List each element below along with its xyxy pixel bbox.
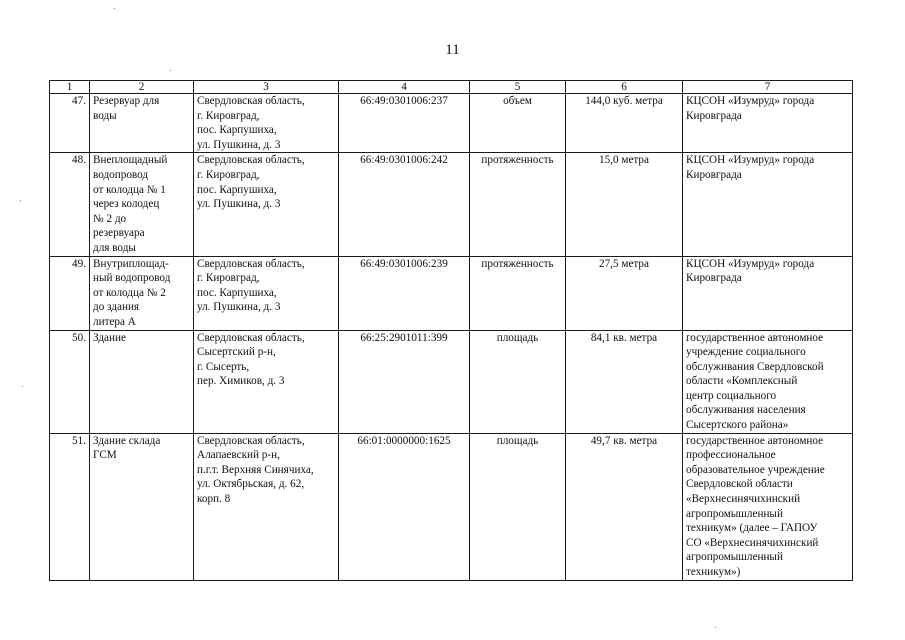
column-number: 4 <box>339 81 470 94</box>
rightholder-cell-line: КЦСОН «Изумруд» города <box>686 257 815 270</box>
object-name-cell-line: Резервуар для <box>93 95 160 107</box>
page-number: 11 <box>445 42 460 58</box>
column-number: 2 <box>90 81 194 94</box>
row-number-cell: 49. <box>50 256 90 330</box>
parameter-cell: объем <box>470 94 566 153</box>
address-cell <box>194 256 339 330</box>
rightholder-cell-line: Кировграда <box>686 168 742 181</box>
scan-speck <box>20 200 21 201</box>
rightholder-cell-line: обслуживания населения <box>686 404 806 417</box>
address-cell-line: г. Сысерть, <box>197 360 250 373</box>
rightholder-cell-line: Сысертского района» <box>686 419 789 432</box>
parameter-value-cell: 15,0 метра <box>566 153 683 256</box>
address-cell-line: Свердловская область, <box>197 257 305 270</box>
rightholder-cell-line: обслуживания Свердловской <box>686 360 824 373</box>
rightholder-cell <box>683 433 853 580</box>
parameter-cell: протяженность <box>470 153 566 256</box>
address-cell <box>194 153 339 256</box>
rightholder-cell-line: «Верхнесинячихинский <box>686 493 801 506</box>
row-number-cell: 51. <box>50 433 90 580</box>
object-name-cell-line: для воды <box>93 241 136 254</box>
rightholder-cell <box>683 256 853 330</box>
address-cell-line: ул. Пушкина, д. 3 <box>197 301 281 314</box>
row-number-cell: 50. <box>50 330 90 433</box>
address-cell-line: пос. Карпушиха, <box>197 286 277 299</box>
rightholder-cell-line: СО «Верхнесинячихинский <box>686 536 819 549</box>
object-name-cell-line: ный водопровод <box>93 272 171 285</box>
table-row <box>50 94 853 153</box>
rightholder-cell-line: техникум») <box>686 566 741 578</box>
address-cell-line: г. Кировград, <box>197 168 260 181</box>
parameter-value-cell: 84,1 кв. метра <box>566 330 683 433</box>
scan-speck <box>22 386 23 387</box>
object-name-cell-line: до здания <box>93 301 140 314</box>
object-name-cell-line: Здание склада <box>93 434 161 447</box>
column-number: 3 <box>194 81 339 94</box>
address-cell <box>194 94 339 153</box>
address-cell-line: п.г.т. Верхняя Синячиха, <box>197 463 314 476</box>
address-cell <box>194 330 339 433</box>
object-name-cell <box>90 433 194 580</box>
object-name-cell-line: через колодец <box>93 198 160 211</box>
table-row <box>50 256 853 330</box>
address-cell-line: г. Кировград, <box>197 272 260 285</box>
object-name-cell-line: Внеплощадный <box>93 154 168 167</box>
rightholder-cell <box>683 330 853 433</box>
cadastral-number-cell: 66:25:2901011:399 <box>339 330 470 433</box>
address-cell-line: пос. Карпушиха, <box>197 183 277 196</box>
address-cell-line: Свердловская область, <box>197 331 305 344</box>
address-cell-line: г. Кировград, <box>197 109 260 122</box>
object-name-cell-line: воды <box>93 109 117 122</box>
cadastral-number-cell: 66:49:0301006:239 <box>339 256 470 330</box>
rightholder-cell-line: КЦСОН «Изумруд» города <box>686 95 815 107</box>
parameter-value-cell: 27,5 метра <box>566 256 683 330</box>
column-number: 1 <box>50 81 90 94</box>
cadastral-number-cell: 66:01:0000000:1625 <box>339 433 470 580</box>
address-cell-line: Свердловская область, <box>197 154 305 167</box>
object-name-cell-line: Внутриплощад- <box>93 257 169 270</box>
object-name-cell <box>90 153 194 256</box>
parameter-cell: площадь <box>470 433 566 580</box>
column-number: 5 <box>470 81 566 94</box>
rightholder-cell-line: агропромышленный <box>686 507 783 520</box>
object-name-cell-line: водопровод <box>93 168 149 181</box>
rightholder-cell-line: Кировграда <box>686 109 742 122</box>
parameter-cell: площадь <box>470 330 566 433</box>
column-number: 7 <box>683 81 853 94</box>
rightholder-cell-line: государственное автономное <box>686 331 824 344</box>
address-cell-line: Свердловская область, <box>197 434 305 447</box>
cadastral-number-cell: 66:49:0301006:242 <box>339 153 470 256</box>
object-name-cell <box>90 94 194 153</box>
table-row <box>50 330 853 433</box>
rightholder-cell-line: центр социального <box>686 389 777 402</box>
address-cell-line: корп. 8 <box>197 493 231 506</box>
property-registry-table <box>49 80 853 581</box>
object-name-cell-line: № 2 до <box>93 212 127 225</box>
scan-speck <box>114 8 115 9</box>
rightholder-cell <box>683 153 853 256</box>
rightholder-cell-line: техникум» (далее – ГАПОУ <box>686 522 818 535</box>
rightholder-cell-line: КЦСОН «Изумруд» города <box>686 154 815 167</box>
rightholder-cell-line: профессиональное <box>686 449 776 462</box>
row-number-cell: 48. <box>50 153 90 256</box>
rightholder-cell-line: Кировграда <box>686 272 742 285</box>
object-name-cell-line: литера А <box>93 315 136 328</box>
column-number: 6 <box>566 81 683 94</box>
address-cell-line: пер. Химиков, д. 3 <box>197 375 285 388</box>
scan-speck <box>715 627 716 628</box>
parameter-value-cell: 144,0 куб. метра <box>566 94 683 153</box>
object-name-cell-line: резервуара <box>93 227 145 240</box>
table-row <box>50 433 853 580</box>
rightholder-cell-line: учреждение социального <box>686 346 806 359</box>
address-cell-line: Алапаевский р-н, <box>197 449 280 462</box>
scan-speck <box>170 70 171 71</box>
address-cell <box>194 433 339 580</box>
rightholder-cell-line: агропромышленный <box>686 551 783 564</box>
address-cell-line: Сысертский р-н, <box>197 346 276 359</box>
parameter-cell: протяженность <box>470 256 566 330</box>
row-number-cell: 47. <box>50 94 90 153</box>
parameter-value-cell: 49,7 кв. метра <box>566 433 683 580</box>
object-name-cell-line: ГСМ <box>93 449 117 462</box>
rightholder-cell-line: государственное автономное <box>686 434 824 447</box>
address-cell-line: пос. Карпушиха, <box>197 124 277 137</box>
object-name-cell <box>90 256 194 330</box>
rightholder-cell-line: области «Комплексный <box>686 375 798 388</box>
address-cell-line: Свердловская область, <box>197 95 305 107</box>
object-name-cell <box>90 330 194 433</box>
cadastral-number-cell: 66:49:0301006:237 <box>339 94 470 153</box>
table-row <box>50 153 853 256</box>
object-name-cell-line: от колодца № 2 <box>93 286 166 299</box>
rightholder-cell <box>683 94 853 153</box>
rightholder-cell-line: образовательное учреждение <box>686 463 825 476</box>
object-name-cell-line: Здание <box>93 331 126 344</box>
address-cell-line: ул. Пушкина, д. 3 <box>197 138 281 151</box>
address-cell-line: ул. Пушкина, д. 3 <box>197 198 281 211</box>
object-name-cell-line: от колодца № 1 <box>93 183 166 196</box>
rightholder-cell-line: Свердловской области <box>686 478 793 491</box>
column-number-row <box>50 81 853 94</box>
address-cell-line: ул. Октябрьская, д. 62, <box>197 478 305 491</box>
